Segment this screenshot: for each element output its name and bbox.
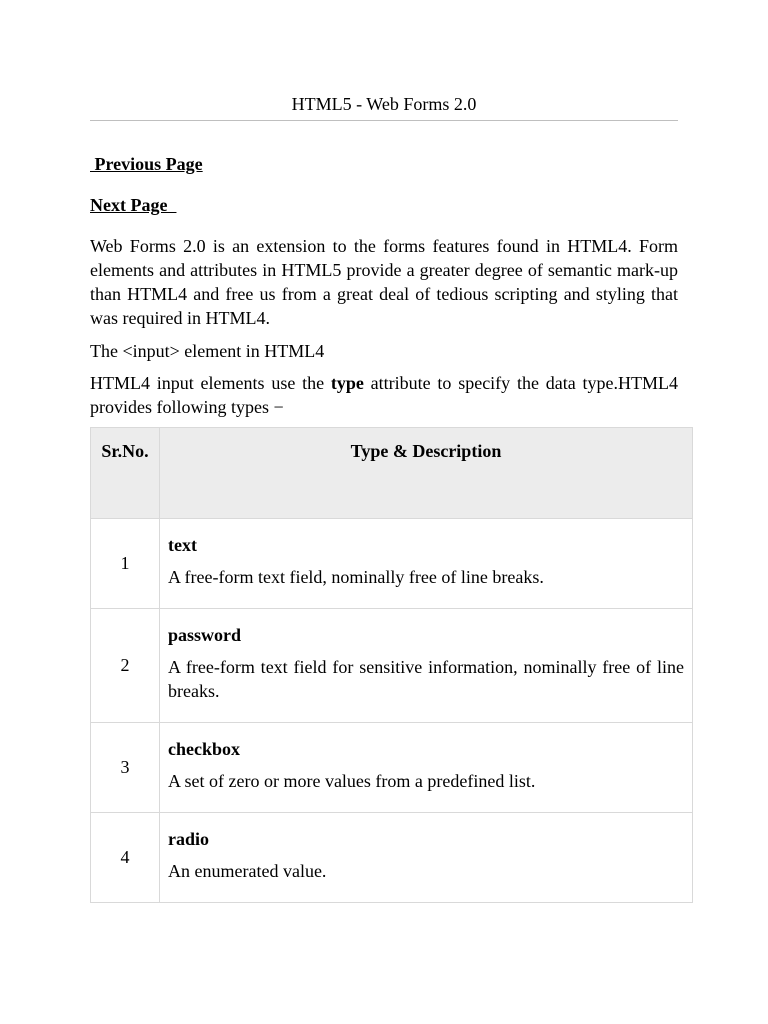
- type-description: A free-form text field for sensitive information, nominally free of line breaks.: [168, 657, 684, 701]
- input-element-heading: The <input> element in HTML4: [90, 341, 325, 361]
- type-name: radio: [168, 829, 210, 849]
- row-number: 2: [91, 609, 160, 723]
- row-number: 3: [91, 723, 160, 813]
- row-type-cell: [160, 519, 693, 609]
- type-description: A set of zero or more values from a predefined list.: [168, 771, 536, 791]
- previous-page-link[interactable]: Previous Page: [90, 154, 203, 174]
- page-title: HTML5 - Web Forms 2.0: [291, 94, 477, 114]
- next-page-link[interactable]: Next Page: [90, 195, 177, 215]
- row-type-cell: [160, 723, 693, 813]
- header-type-description: Type & Description: [160, 428, 693, 519]
- types-paragraph-end: attribute to specify the data type.HTML4 provides following types −: [90, 373, 678, 417]
- input-types-table: [90, 427, 693, 903]
- row-number: 4: [91, 813, 160, 903]
- row-number: 1: [91, 519, 160, 609]
- header-divider: [90, 120, 678, 121]
- intro-paragraph: Web Forms 2.0 is an extension to the forms features found in HTML4. Form elements and attributes in HTML5 provide a greater degree of semantic mark-up than HTML4 and free us from a great deal of tedious scripting and styling that was required in HTML4.: [90, 236, 678, 328]
- table-header-row: [91, 428, 693, 519]
- type-keyword: type: [330, 373, 364, 393]
- type-description: An enumerated value.: [168, 861, 327, 881]
- table-row: [91, 609, 693, 723]
- table-row: [91, 723, 693, 813]
- row-type-cell: [160, 609, 693, 723]
- header-sr-no: Sr.No.: [91, 428, 160, 519]
- table-row: [91, 813, 693, 903]
- row-type-cell: [160, 813, 693, 903]
- type-name: password: [168, 625, 242, 645]
- types-paragraph-start: HTML4 input elements use the: [90, 373, 331, 393]
- table-row: [91, 519, 693, 609]
- type-name: text: [168, 535, 197, 555]
- type-description: A free-form text field, nominally free of line breaks.: [168, 567, 544, 587]
- type-name: checkbox: [168, 739, 240, 759]
- types-paragraph: [90, 371, 678, 419]
